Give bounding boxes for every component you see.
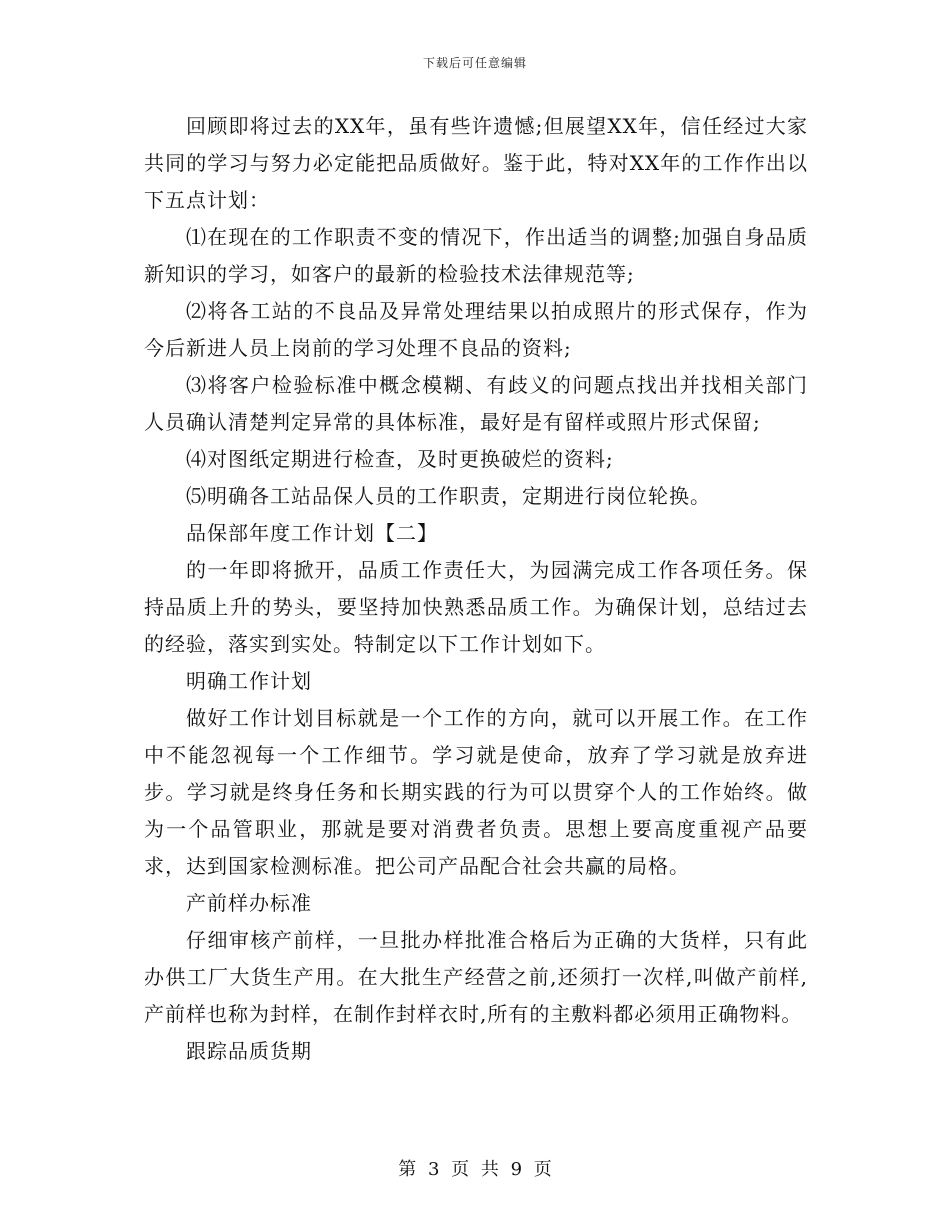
list-item-3: ⑶将客户检验标准中概念模糊、有歧义的问题点找出并找相关部门人员确认清楚判定异常的具体标准，最好是有留样或照片形式保留; bbox=[144, 373, 808, 434]
section-title: 品保部年度工作计划【二】 bbox=[186, 521, 438, 545]
document-body bbox=[144, 108, 808, 1070]
list-item-4: ⑷对图纸定期进行检查，及时更换破烂的资料; bbox=[186, 447, 614, 471]
list-item-5: ⑸明确各工站品保人员的工作职责，定期进行岗位轮换。 bbox=[186, 484, 711, 508]
subheading: 产前样办标准 bbox=[186, 891, 312, 915]
list-item-1: ⑴在现在的工作职责不变的情况下，作出适当的调整;加强自身品质新知识的学习，如客户的最新的检验技术法律规范等; bbox=[144, 225, 808, 286]
paragraph: 仔细审核产前样，一旦批办样批准合格后为正确的大货样，只有此办供工厂大货生产用。在大批生产经营之前,还须打一次样,叫做产前样,产前样也称为封样，在制作封样衣时,所有的主敷料都必须用正确物料。 bbox=[144, 928, 808, 1026]
page-number: 第 3 页 共 9 页 bbox=[398, 1159, 552, 1180]
list-item-2: ⑵将各工站的不良品及异常处理结果以拍成照片的形式保存，作为今后新进人员上岗前的学习处理不良品的资料; bbox=[144, 299, 808, 360]
paragraph: 回顾即将过去的XX年，虽有些许遗憾;但展望XX年，信任经过大家共同的学习与努力必定能把品质做好。鉴于此，特对XX年的工作作出以下五点计划： bbox=[144, 114, 808, 212]
subheading: 明确工作计划 bbox=[186, 669, 312, 693]
page-header: 下载后可任意编辑 bbox=[422, 56, 527, 70]
paragraph: 做好工作计划目标就是一个工作的方向，就可以开展工作。在工作中不能忽视每一个工作细节。学习就是使命，放弃了学习就是放弃进步。学习就是终身任务和长期实践的行为可以贯穿个人的工作始终。做为一个品管职业，那就是要对消费者负责。思想上要高度重视产品要求，达到国家检测标准。把公司产品配合社会共赢的局格。 bbox=[144, 706, 808, 878]
paragraph: 的一年即将掀开，品质工作责任大，为园满完成工作各项任务。保持品质上升的势头，要坚持加快熟悉品质工作。为确保计划，总结过去的经验，落实到实处。特制定以下工作计划如下。 bbox=[144, 558, 808, 656]
subheading: 跟踪品质货期 bbox=[186, 1039, 312, 1063]
